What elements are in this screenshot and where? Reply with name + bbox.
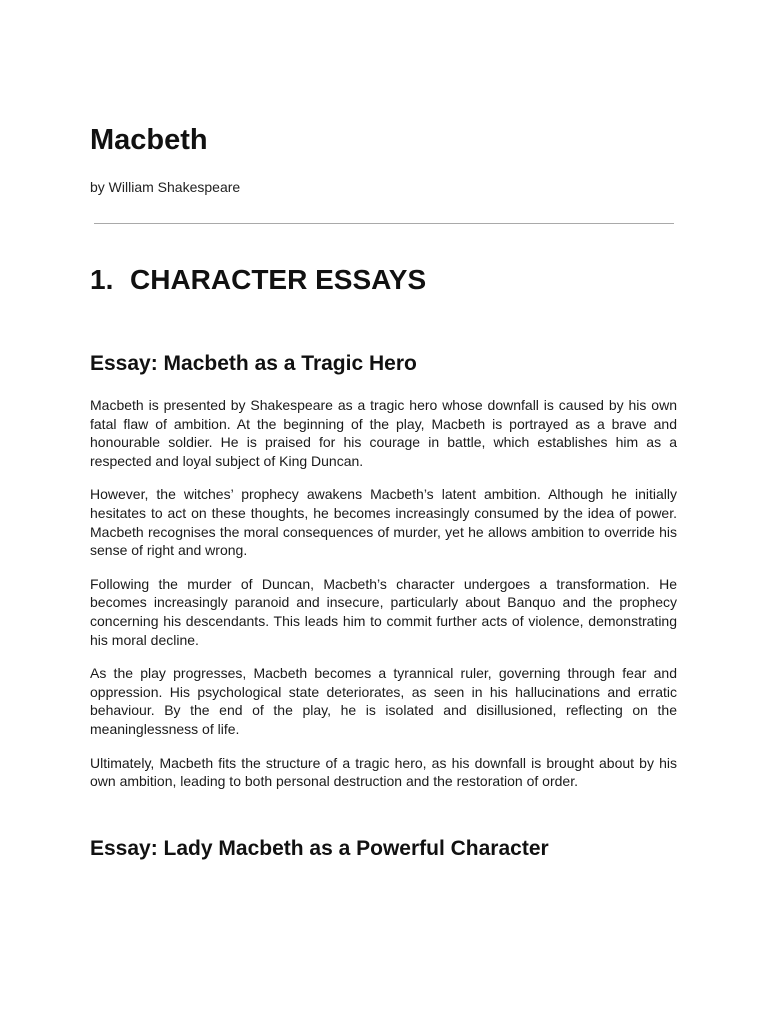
author-byline: by William Shakespeare — [90, 179, 241, 195]
section-heading — [90, 262, 426, 298]
essay-paragraph: However, the witches’ prophecy awakens Macbeth’s latent ambition. Although he initially hesitates to act on these thoughts, he becomes increasingly consumed by the idea of power. Macbeth recognises the moral consequences of murder, yet he allows ambition to override his sense of right and wrong. — [90, 486, 677, 559]
essay-paragraph: Following the murder of Duncan, Macbeth’s character undergoes a transformation. He becomes increasingly paranoid and insecure, particularly about Banquo and the prophecy concerning his descendants. This leads him to commit further acts of violence, demonstrating his moral decline. — [90, 575, 677, 648]
horizontal-divider — [94, 223, 674, 224]
section-number: 1. — [90, 264, 114, 295]
essay-body-macbeth-tragic-hero — [90, 396, 677, 806]
essay-heading-macbeth-tragic-hero: Essay: Macbeth as a Tragic Hero — [90, 352, 417, 375]
essay-paragraph: As the play progresses, Macbeth becomes a tyrannical ruler, governing through fear and oppression. His psychological state deteriorates, as seen in his hallucinations and erratic behaviour. By the end of the play, he is isolated and disillusioned, reflecting on the meaninglessness of life. — [90, 665, 677, 737]
document-title: Macbeth — [90, 124, 208, 156]
essay-paragraph: Macbeth is presented by Shakespeare as a tragic hero whose downfall is caused by his own fatal flaw of ambition. At the beginning of the play, Macbeth is portrayed as a brave and honourable soldier. He is praised for his courage in battle, which establishes him as a respected and loyal subject of King Duncan. — [90, 397, 677, 469]
essay-paragraph: Ultimately, Macbeth fits the structure of a tragic hero, as his downfall is brought about by his own ambition, leading to both personal destruction and the restoration of order. — [90, 754, 677, 790]
essay-heading-lady-macbeth: Essay: Lady Macbeth as a Powerful Character — [90, 837, 549, 860]
section-title: CHARACTER ESSAYS — [130, 264, 427, 295]
